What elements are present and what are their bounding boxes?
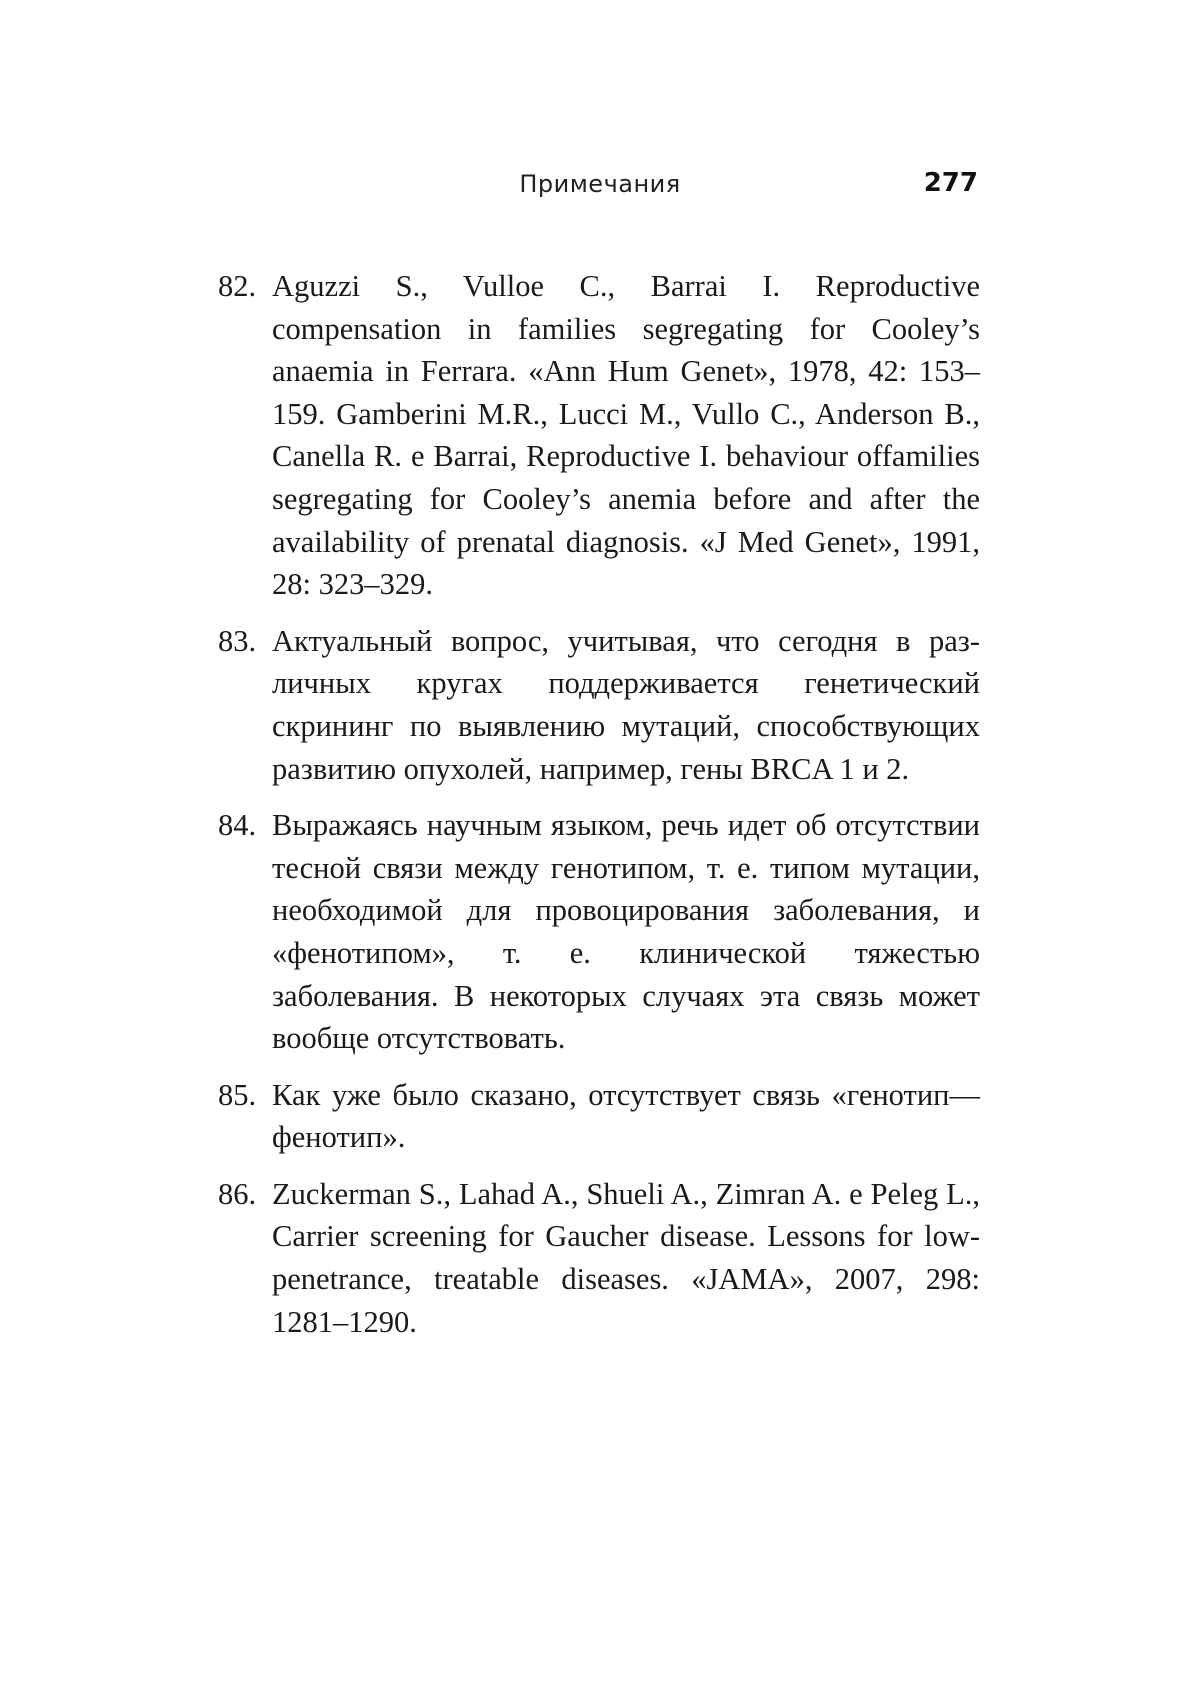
note-number: 84. bbox=[218, 808, 257, 843]
running-title: Примечания bbox=[519, 170, 681, 198]
note-text: Как уже было сказано, отсутствует связь «генотип—фенотип». bbox=[272, 1077, 980, 1155]
note-item bbox=[218, 804, 980, 1060]
page-number: 277 bbox=[923, 168, 978, 198]
note-text: Актуальный вопрос, учитывая, что сегодня в различных кругах поддерживается генетический скрининг по выявлению мутаций, способствующих развитию опухолей, например, гены BRCA 1 и 2. bbox=[272, 623, 980, 786]
running-head bbox=[0, 170, 1200, 210]
notes-list bbox=[218, 265, 980, 1357]
note-number: 82. bbox=[218, 269, 257, 303]
note-number: 86. bbox=[218, 1176, 257, 1211]
note-number: 85. bbox=[218, 1077, 257, 1112]
note-text: Aguzzi S., Vulloe C., Barrai I. Reproductive compensation in families segregating for Cooley’s anaemia in Ferrara. «Ann Hum Genet», 1978, 42: 153–159. Gamberini M.R., Lucci M., Vullo C., Anderson B., Canella R. e Barrai, Reproductive I. behaviour offamilies segregating for Cooley’s anemia before and after the availability of prenatal diagnosis. «J Med Genet», 1991, 28: 323–329. bbox=[272, 269, 980, 602]
note-item bbox=[218, 1074, 980, 1159]
note-text: Выражаясь научным языком, речь идет об отсутствии тесной связи между генотипом, т. е. типом мутации, необходимой для провоцирования заболевания, и «фенотипом», т. е. клинической тяжестью заболевания. В некоторых случаях эта связь может вообще отсутствовать. bbox=[272, 808, 980, 1056]
note-text: Zuckerman S., Lahad A., Shueli A., Zimran A. e Peleg L., Carrier screening for Gaucher disease. Lessons for low-penetrance, treatable diseases. «JAMA», 2007, 298: 1281–1290. bbox=[272, 1176, 980, 1339]
note-number: 83. bbox=[218, 623, 257, 658]
note-item bbox=[218, 1173, 980, 1343]
note-item bbox=[218, 620, 980, 790]
note-item bbox=[218, 265, 980, 606]
